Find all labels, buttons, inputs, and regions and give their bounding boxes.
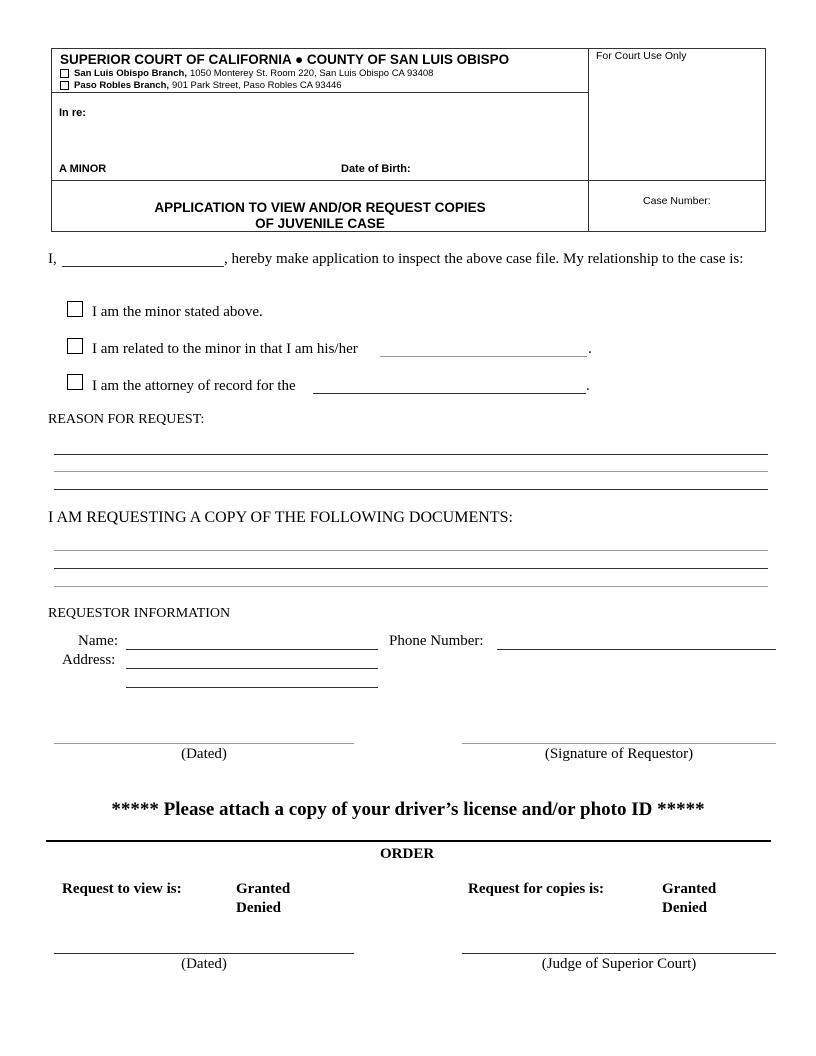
court-title: SUPERIOR COURT OF CALIFORNIA ● COUNTY OF SAN LUIS OBISPO: [60, 52, 510, 67]
copies-request-label: Request for copies is:: [468, 881, 604, 897]
branch-paso-checkbox[interactable]: [60, 81, 69, 90]
order-title: ORDER: [380, 846, 435, 862]
reason-line-3[interactable]: [54, 489, 768, 490]
option-attorney-label: I am the attorney of record for the: [92, 378, 296, 394]
name-label: Name:: [78, 633, 118, 649]
minor-label: A MINOR: [59, 163, 107, 175]
copies-granted[interactable]: Granted: [662, 881, 717, 897]
caption-divider-2: [51, 180, 766, 181]
application-title-line1: APPLICATION TO VIEW AND/OR REQUEST COPIES: [154, 200, 486, 215]
intro-prefix: I,: [48, 251, 57, 267]
order-date-line[interactable]: [54, 953, 354, 954]
applicant-name-field[interactable]: [62, 266, 224, 267]
court-use-label: For Court Use Only: [596, 50, 687, 62]
requestor-signature-line[interactable]: [462, 743, 776, 744]
caption-divider-vertical: [588, 48, 589, 232]
relation-period: .: [588, 341, 592, 357]
reason-line-2[interactable]: [54, 471, 768, 472]
reason-heading: REASON FOR REQUEST:: [48, 412, 205, 427]
view-denied[interactable]: Denied: [236, 900, 281, 916]
branch-paso-address: 901 Park Street, Paso Robles CA 93446: [172, 80, 342, 91]
branch-slo-address: 1050 Monterey St. Room 220, San Luis Obispo CA 93408: [189, 68, 434, 79]
intro-suffix: , hereby make application to inspect the above case file. My relationship to the case is:: [224, 251, 744, 267]
in-re-label: In re:: [59, 107, 86, 119]
phone-label: Phone Number:: [389, 633, 484, 649]
case-number-label: Case Number:: [643, 195, 711, 207]
branch-option-paso[interactable]: [60, 80, 342, 91]
option-attorney-checkbox[interactable]: [67, 374, 83, 390]
documents-line-1[interactable]: [54, 550, 768, 551]
documents-line-2[interactable]: [54, 568, 768, 569]
signature-caption: (Signature of Requestor): [544, 746, 694, 762]
phone-field[interactable]: [497, 649, 776, 650]
judge-signature-line[interactable]: [462, 953, 776, 954]
documents-heading: I AM REQUESTING A COPY OF THE FOLLOWING DOCUMENTS:: [48, 509, 513, 526]
application-title-line2: OF JUVENILE CASE: [255, 216, 385, 231]
option-related-checkbox[interactable]: [67, 338, 83, 354]
attorney-for-field[interactable]: [313, 393, 586, 394]
attorney-period: .: [586, 378, 590, 394]
photo-id-notice: ***** Please attach a copy of your driver’s license and/or photo ID *****: [111, 799, 705, 820]
address-field-1[interactable]: [126, 668, 378, 669]
branch-option-slo[interactable]: [60, 68, 433, 79]
order-divider: [46, 840, 771, 842]
copies-denied[interactable]: Denied: [662, 900, 707, 916]
branch-slo-name: San Luis Obispo Branch,: [74, 68, 187, 79]
judge-caption: (Judge of Superior Court): [541, 956, 697, 972]
option-related-label: I am related to the minor in that I am his/her: [92, 341, 358, 357]
application-title: [52, 200, 588, 232]
relation-field[interactable]: [380, 356, 587, 357]
option-minor-label: I am the minor stated above.: [92, 304, 263, 320]
dob-label: Date of Birth:: [341, 163, 411, 175]
order-dated-caption: (Dated): [181, 956, 227, 972]
reason-line-1[interactable]: [54, 454, 768, 455]
address-label: Address:: [62, 652, 116, 668]
branch-slo-checkbox[interactable]: [60, 69, 69, 78]
option-minor-checkbox[interactable]: [67, 301, 83, 317]
view-request-label: Request to view is:: [62, 881, 182, 897]
requestor-dated-caption: (Dated): [181, 746, 227, 762]
name-field[interactable]: [126, 649, 378, 650]
documents-line-3[interactable]: [54, 586, 768, 587]
branch-paso-name: Paso Robles Branch,: [74, 80, 170, 91]
caption-divider-1: [51, 92, 589, 93]
view-granted[interactable]: Granted: [236, 881, 291, 897]
requestor-date-line[interactable]: [54, 743, 354, 744]
address-field-2[interactable]: [126, 687, 378, 688]
requestor-heading: REQUESTOR INFORMATION: [48, 606, 231, 621]
